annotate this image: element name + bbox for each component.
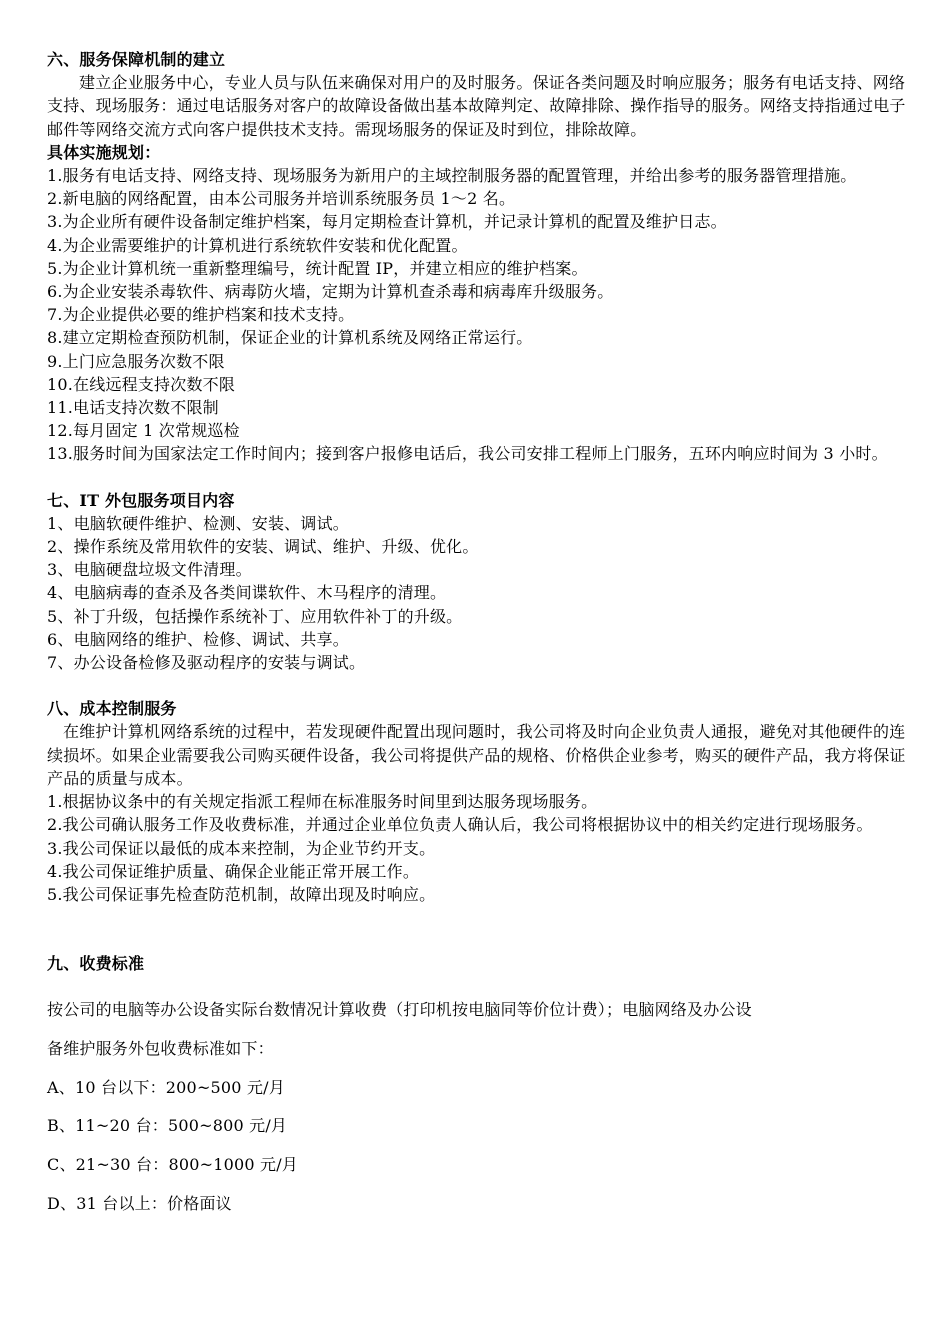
- spacer: [47, 466, 907, 489]
- list-item: 5.我公司保证事先检查防范机制，故障出现及时响应。: [47, 884, 436, 904]
- section-8-heading: 八、成本控制服务: [47, 699, 177, 719]
- list-item: 4.我公司保证维护质量、确保企业能正常开展工作。: [47, 861, 420, 881]
- list-item: 2.新电脑的网络配置，由本公司服务并培训系统服务员 1～2 名。: [47, 189, 516, 209]
- list-item: 4.为企业需要维护的计算机进行系统软件安装和优化配置。: [47, 235, 468, 255]
- spacer: [47, 674, 907, 697]
- price-item: C、21~30 台：800~1000 元/月: [47, 1154, 298, 1174]
- list-item: 1.服务有电话支持、网络支持、现场服务为新用户的主域控制服务器的配置管理，并给出参考的服务器管理措施。: [47, 166, 857, 186]
- list-item: 5.为企业计算机统一重新整理编号，统计配置 IP，并建立相应的维护档案。: [47, 258, 588, 278]
- section-9-intro-line-2: 备维护服务外包收费标准如下：: [47, 1038, 274, 1058]
- list-item: 1.根据协议条中的有关规定指派工程师在标准服务时间里到达服务现场服务。: [47, 792, 598, 812]
- section-9-heading: 九、收费标准: [47, 954, 145, 974]
- section-9-intro-line-1: 按公司的电脑等办公设备实际台数情况计算收费（打印机按电脑同等价位计费）；电脑网络及办公设: [47, 1000, 752, 1020]
- price-item: D、31 台以上：价格面议: [47, 1193, 232, 1213]
- list-item: 2、操作系统及常用软件的安装、调试、维护、升级、优化。: [47, 537, 479, 557]
- list-item: 4、电脑病毒的查杀及各类间谍软件、木马程序的清理。: [47, 583, 447, 603]
- list-item: 3.为企业所有硬件设备制定维护档案，每月定期检查计算机，并记录计算机的配置及维护日志。: [47, 212, 727, 232]
- list-item: 9.上门应急服务次数不限: [47, 351, 225, 371]
- list-item: 13.服务时间为国家法定工作时间内；接到客户报修电话后，我公司安排工程师上门服务，五环内响应时间为 3 小时。: [47, 444, 888, 464]
- section-8-intro: 在维护计算机网络系统的过程中，若发现硬件配置出现问题时，我公司将及时向企业负责人通报，避免对其他硬件的连续损坏。如果企业需要我公司购买硬件设备，我公司将提供产品的规格、价格供企业参考，购买的硬件产品，我方将保证产品的质量与成本。: [47, 722, 906, 788]
- list-item: 3.我公司保证以最低的成本来控制，为企业节约开支。: [47, 838, 436, 858]
- list-item: 5、补丁升级，包括操作系统补丁、应用软件补丁的升级。: [47, 606, 463, 626]
- list-item: 12.每月固定 1 次常规巡检: [47, 421, 240, 441]
- section-6-heading: 六、服务保障机制的建立: [47, 50, 226, 69]
- list-item: 6、电脑网络的维护、检修、调试、共享。: [47, 629, 349, 649]
- section-service-guarantee: [47, 48, 907, 466]
- list-item: 7.为企业提供必要的维护档案和技术支持。: [47, 305, 355, 325]
- list-item: 7、办公设备检修及驱动程序的安装与调试。: [47, 653, 366, 673]
- section-7-heading: 七、IT 外包服务项目内容: [47, 490, 235, 510]
- list-item: 6.为企业安装杀毒软件、病毒防火墙，定期为计算机查杀毒和病毒库升级服务。: [47, 282, 614, 302]
- section-6-intro: 建立企业服务中心，专业人员与队伍来确保对用户的及时服务。保证各类问题及时响应服务；服务有电话支持、网络支持、现场服务：通过电话服务对客户的故障设备做出基本故障判定、故障排除、操作指导的服务。网络支持指通过电子邮件等网络交流方式向客户提供技术支持。需现场服务的保证及时到位，排除故障。: [47, 73, 906, 139]
- list-item: 8.建立定期检查预防机制，保证企业的计算机系统及网络正常运行。: [47, 328, 533, 348]
- document-page: [47, 48, 907, 1223]
- list-item: 11.电话支持次数不限制: [47, 398, 219, 418]
- list-item: 1、电脑软硬件维护、检测、安装、调试。: [47, 513, 349, 533]
- list-item: 3、电脑硬盘垃圾文件清理。: [47, 560, 252, 580]
- list-item: 10.在线远程支持次数不限: [47, 374, 236, 394]
- spacer: [47, 906, 907, 952]
- list-item: 2.我公司确认服务工作及收费标准，并通过企业单位负责人确认后，我公司将根据协议中的相关约定进行现场服务。: [47, 815, 873, 835]
- section-it-outsourcing: [47, 489, 907, 675]
- section-cost-control: [47, 697, 907, 906]
- price-item: B、11~20 台：500~800 元/月: [47, 1116, 288, 1136]
- section-pricing: [47, 952, 907, 1223]
- section-6-subheading: 具体实施规划：: [47, 142, 161, 162]
- price-item: A、10 台以下：200~500 元/月: [47, 1077, 285, 1097]
